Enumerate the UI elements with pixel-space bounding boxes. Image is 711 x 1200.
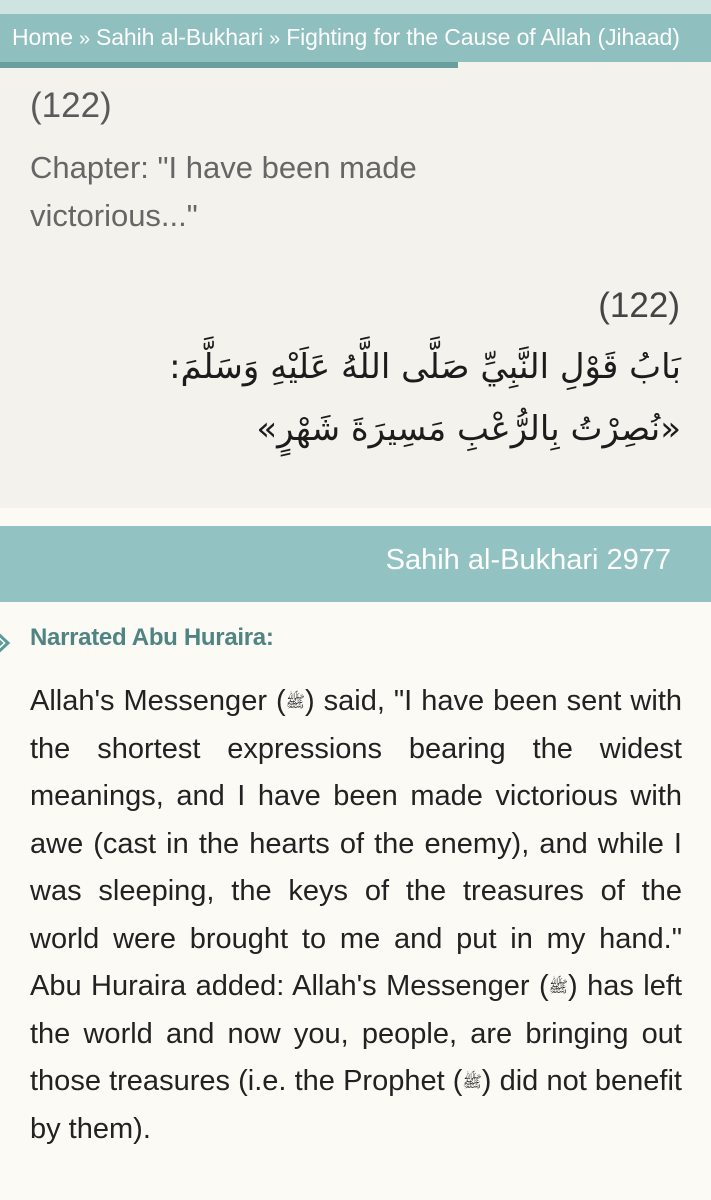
pbuh-glyph: ﷺ	[548, 977, 568, 996]
breadcrumb-bar	[0, 0, 711, 68]
breadcrumb-separator: »	[269, 28, 281, 50]
hadith-text-part: ) said, "I have been sent with the shortest expressions bearing the widest meanings, and I have been made victorious with awe (cast in the hearts of the enemy), and while I was sleeping, the keys of the treasures of the world were brought to me and put in my hand." Abu Huraira added: Allah's Messenger (	[30, 685, 682, 1002]
hadith-text-part: ) has left the world and now you, people, are bringing out those treasures (i.e. the Prophet (	[30, 970, 682, 1097]
breadcrumb-book-link[interactable]: Fighting for the Cause of Allah (Jihaad)	[286, 24, 680, 50]
narrator: Narrated Abu Huraira:	[30, 624, 274, 651]
hadith-text-part: ) did not benefit by them).	[30, 1065, 682, 1145]
chapter-title-en: Chapter: "I have been made victorious..."	[30, 150, 417, 233]
breadcrumb-collection-link[interactable]: Sahih al-Bukhari	[95, 24, 264, 50]
breadcrumb-separator: »	[78, 28, 90, 50]
ornament-icon	[0, 626, 16, 660]
breadcrumb-home-link[interactable]: Home	[12, 24, 73, 50]
hadith-text	[30, 678, 682, 1153]
pbuh-glyph: ﷺ	[462, 1072, 482, 1091]
breadcrumb-trail	[12, 24, 680, 51]
hadith-reference[interactable]: Sahih al-Bukhari 2977	[385, 544, 671, 576]
hadith-reference-bar	[0, 526, 711, 602]
chapter-title-ar: بَابُ قَوْلِ النَّبِيِّ صَلَّى اللَّهُ عَلَيْهِ وَسَلَّمَ: «نُصِرْتُ بِالرُّعْبِ مَسِيرَةَ شَهْرٍ»	[169, 347, 681, 449]
breadcrumb	[0, 14, 711, 62]
hadith-container	[0, 602, 711, 1200]
pbuh-glyph: ﷺ	[285, 692, 305, 711]
chapter-header	[0, 68, 711, 508]
chapter-number-ar: (122)	[598, 286, 680, 325]
hadith-text-part: Allah's Messenger (	[30, 685, 286, 717]
header-strip	[0, 0, 711, 14]
chapter-number-en: (122)	[30, 86, 112, 125]
section-divider	[0, 508, 711, 526]
